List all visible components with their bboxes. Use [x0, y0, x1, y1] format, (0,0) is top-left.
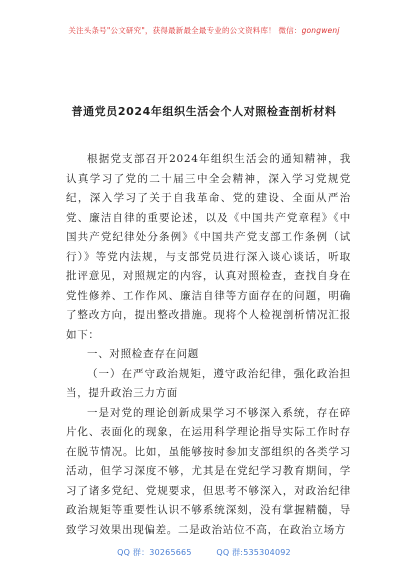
subsection-heading: （一）在严守政治规矩，遵守政治纪律，强化政治担当，提升政治三力方面 [66, 367, 351, 399]
body-paragraph: 一是对党的理论创新成果学习不够深入系统，存在碎片化、表面化的现象，在运用科学理论指导实际工作时存在脱节情况。比如，虽能够按时参加支部组织的各类学习活动，但学习深度不够，尤其是在党纪学习教育期间，学习了诸多党纪、党规要求，但思考不够深入，对政治纪律政治规矩等重要性认识不够系统深刻，没有掌握精髓，导致学习效果出现偏差。二是政治站位不高，在政治立场方 [66, 406, 351, 536]
document-body [66, 150, 351, 540]
document-title: 普通党员2024年组织生活会个人对照检查剖析材料 [71, 105, 337, 118]
footer-contacts [0, 547, 408, 558]
footer-qq-group-2: QQ 群:535304092 [216, 548, 291, 557]
footer-qq-group-1: QQ 群：30265665 [117, 548, 192, 557]
header-banner [0, 25, 408, 36]
header-banner-text: 关注头条号"公文研究"，获得最新最全最专业的公文资料库！ 微信： [68, 26, 302, 35]
intro-paragraph: 根据党支部召开2024年组织生活会的通知精神，我认真学习了党的二十届三中全会精神，深入学习党规党纪，深入学习了关于自我革命、党的建设、全面从严治党、廉洁自律的重要论述，以及《中国共产党章程》《中国共产党纪律处分条例》《中国共产党支部工作条例（试行）》等党内法规，与支部党员进行深入谈心谈话，听取批评意见，对照规定的内容，认真对照检查，查找自身在党性修养、工作作风、廉洁自律等方面存在的问题，明确了整改方向，提出整改措施。现将个人检视剖析情况汇报如下： [66, 153, 351, 341]
section-heading: 一、对照检查存在问题 [87, 348, 199, 360]
wechat-id: gongwenj [301, 26, 340, 35]
